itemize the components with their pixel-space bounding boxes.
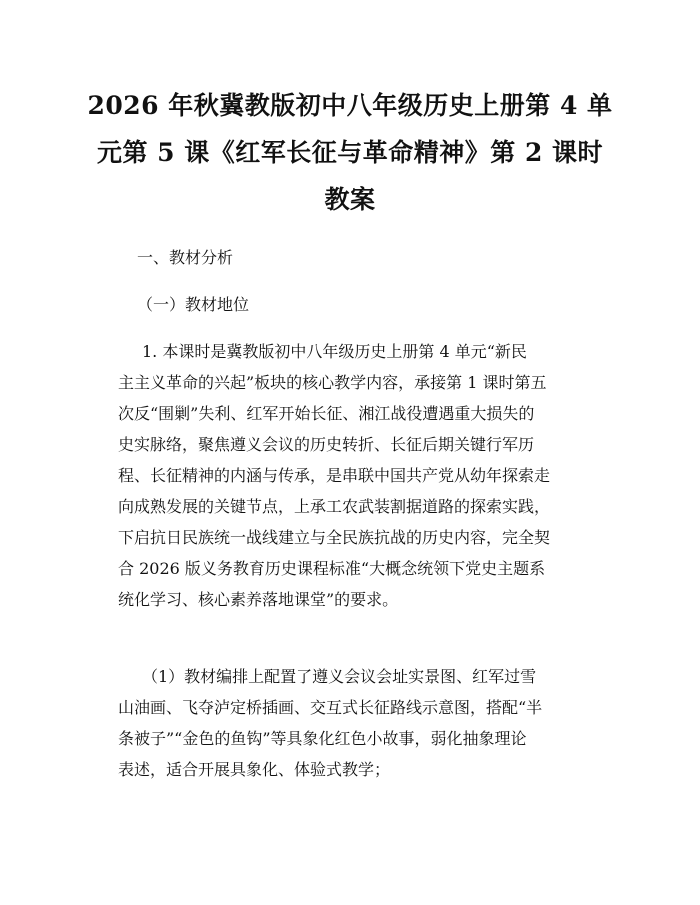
section-heading: 一、教材分析 [137,248,234,267]
paragraph-1 [118,336,600,615]
paragraph-line: 向成熟发展的关键节点，上承工农武装割据道路的探索实践， [118,497,551,516]
paragraph-line: 次反“围剿”失利、红军开始长征、湘江战役遭遇重大损失的 [118,404,535,423]
title-line: 教案 [324,185,376,214]
subsection-heading: （一）教材地位 [137,295,250,314]
document-title [60,82,640,223]
paragraph-line: 山油画、飞夺泸定桥插画、交互式长征路线示意图，搭配“半 [118,698,543,717]
paragraph-line: 表述，适合开展具象化、体验式教学； [118,760,391,779]
paragraph-line: 下启抗日民族统一战线建立与全民族抗战的历史内容，完全契 [118,528,551,547]
paragraph-line: 统化学习、核心素养落地课堂”的要求。 [118,590,399,609]
paragraph-line: （1）教材编排上配置了遵义会议会址实景图、红军过雪 [142,667,537,686]
paragraph-2 [118,661,600,785]
paragraph-line: 条被子”“金色的鱼钩”等具象化红色小故事，弱化抽象理论 [118,729,527,748]
paragraph-line: 合 2026 版义务教育历史课程标准“大概念统领下党史主题系 [118,559,546,578]
paragraph-line: 程、长征精神的内涵与传承，是串联中国共产党从幼年探索走 [118,466,551,485]
paragraph-line: 主主义革命的兴起”板块的核心教学内容，承接第 1 课时第五 [118,373,547,392]
paragraph-line: 史实脉络，聚焦遵义会议的历史转折、长征后期关键行军历 [118,435,535,454]
paragraph-line: 1. 本课时是冀教版初中八年级历史上册第 4 单元“新民 [142,342,527,361]
title-line: 2026 年秋冀教版初中八年级历史上册第 4 单 [87,91,613,120]
title-line: 元第 5 课《红军长征与革命精神》第 2 课时 [96,138,604,167]
